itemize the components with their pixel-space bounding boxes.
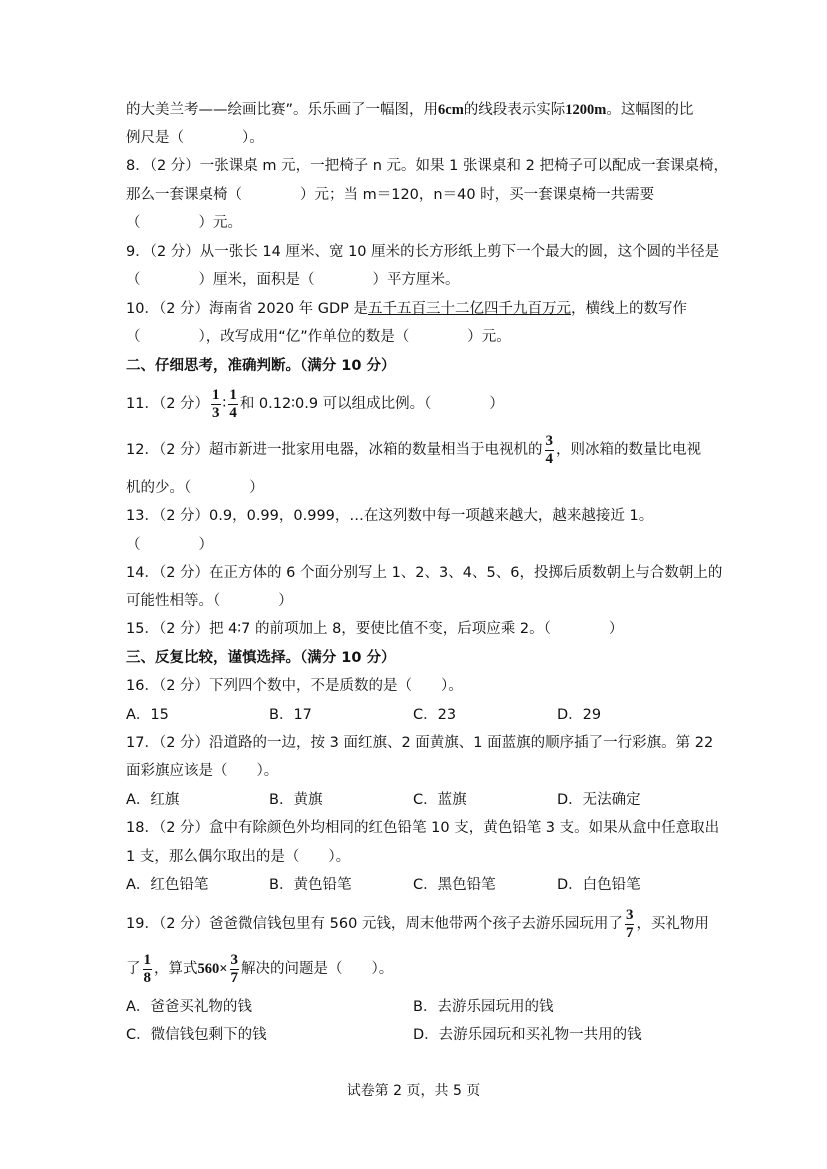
q14-line-2: 可能性相等。（ ） bbox=[126, 593, 293, 609]
q19-option-c[interactable]: C．微信钱包剩下的钱 bbox=[126, 1027, 267, 1043]
q13-line-1: 13．（2 分）0.9，0.99，0.999，…在这列数中每一项越来越大，越来越接近 1。 bbox=[126, 508, 654, 524]
q17-option-b[interactable]: B．黄旗 bbox=[269, 792, 323, 808]
q10-line-1: 10．（2 分）海南省 2020 年 GDP 是五千五百三十二亿四千九百万元，横线上的数写作 bbox=[126, 301, 688, 317]
q8-line-2: 那么一套课桌椅（ ）元；当 m＝120，n＝40 时，买一套课桌椅一共需要 bbox=[126, 187, 655, 203]
section-3-heading: 三、反复比较，谨慎选择。（满分 10 分） bbox=[126, 650, 396, 666]
fraction: $\frac{3}{4}$ bbox=[545, 432, 554, 467]
q7-line-2: 例尺是（ ）。 bbox=[126, 130, 264, 146]
q12-line-1: 12．（2 分）超市新进一批家用电器，冰箱的数量相当于电视机的 $\frac{3}{4}$ ，则冰箱的数量比电视 bbox=[126, 432, 702, 467]
q17-line-1: 17．（2 分）沿道路的一边，按 3 面红旗、2 面黄旗、1 面蓝旗的顺序插了一行彩旗。第 22 bbox=[126, 735, 714, 751]
fraction: $\frac{3}{7}$ bbox=[230, 951, 239, 986]
q16-option-c[interactable]: C．23 bbox=[413, 707, 457, 723]
q19-option-a[interactable]: A．爸爸买礼物的钱 bbox=[126, 999, 252, 1015]
q14-line-1: 14．（2 分）在正方体的 6 个面分别写上 1、2、3、4、5、6，投掷后质数朝上与合数朝上的 bbox=[126, 565, 723, 581]
q19-option-d[interactable]: D．去游乐园玩和买礼物一共用的钱 bbox=[413, 1027, 642, 1043]
section-2-heading: 二、仔细思考，准确判断。（满分 10 分） bbox=[126, 358, 396, 374]
q16-option-a[interactable]: A．15 bbox=[126, 707, 169, 723]
fraction: $\frac{3}{7}$ bbox=[625, 906, 634, 941]
q18-option-b[interactable]: B．黄色铅笔 bbox=[269, 877, 352, 893]
fraction: $\frac{1}{8}$ bbox=[143, 951, 151, 986]
q18-line-2: 1 支，那么偶尔取出的是（ ）。 bbox=[126, 849, 351, 865]
q19-line-1: 19．（2 分）爸爸微信钱包里有 560 元钱，周末他带两个孩子去游乐园玩用了 $\frac{3}{7}$ ，买礼物用 bbox=[126, 906, 709, 941]
q13-line-2: （ ） bbox=[126, 537, 213, 553]
page-footer: 试卷第 2 页，共 5 页 bbox=[346, 1083, 481, 1099]
q18-option-a[interactable]: A．红色铅笔 bbox=[126, 877, 209, 893]
q15-line-1: 15．（2 分）把 4∶7 的前项加上 8，要使比值不变，后项应乘 2。（ ） bbox=[126, 621, 624, 637]
q9-line-2: （ ）厘米，面积是（ ）平方厘米。 bbox=[126, 272, 460, 288]
fraction: $\frac{1}{3}$ bbox=[212, 386, 220, 421]
q16-line-1: 16．（2 分）下列四个数中，不是质数的是（ ）。 bbox=[126, 678, 463, 694]
q17-option-d[interactable]: D．无法确定 bbox=[557, 792, 641, 808]
q10-line-2: （ ），改写成用“亿”作单位的数是（ ）元。 bbox=[126, 329, 511, 345]
q11-line-1: 11．（2 分） $\frac{1}{3}$ ∶ $\frac{1}{4}$ 和 0.12∶0.9 可以组成比例。（ ） bbox=[126, 386, 504, 421]
q18-option-c[interactable]: C．黑色铅笔 bbox=[413, 877, 496, 893]
q12-line-2: 机的少。（ ） bbox=[126, 480, 264, 496]
q8-line-3: （ ）元。 bbox=[126, 215, 242, 231]
q17-option-c[interactable]: C．蓝旗 bbox=[413, 792, 467, 808]
q19-expression: 560× bbox=[197, 961, 228, 977]
q10-underlined-number: 五千五百三十二亿四千九百万元 bbox=[368, 301, 572, 317]
q8-line-1: 8．（2 分）一张课桌 m 元，一把椅子 n 元。如果 1 张课桌和 2 把椅子可以配成一套课桌椅， bbox=[126, 158, 728, 174]
q9-line-1: 9．（2 分）从一张长 14 厘米、宽 10 厘米的长方形纸上剪下一个最大的圆，这个圆的半径是 bbox=[126, 244, 720, 260]
q17-option-a[interactable]: A．红旗 bbox=[126, 792, 180, 808]
fraction: $\frac{1}{4}$ bbox=[229, 386, 237, 421]
q16-option-d[interactable]: D．29 bbox=[557, 707, 602, 723]
q19-line-2: 了 $\frac{1}{8}$ ，算式560× $\frac{3}{7}$ 解决的问题是（ ）。 bbox=[126, 951, 394, 986]
q19-option-b[interactable]: B．去游乐园玩用的钱 bbox=[413, 999, 554, 1015]
q17-line-2: 面彩旗应该是（ ）。 bbox=[126, 763, 279, 779]
q7-line-1: 的大美兰考——绘画比赛”。乐乐画了一幅图，用6cm的线段表示实际1200m。这幅图的比 bbox=[126, 102, 694, 118]
q16-option-b[interactable]: B．17 bbox=[269, 707, 312, 723]
q18-option-d[interactable]: D．白色铅笔 bbox=[557, 877, 641, 893]
q18-line-1: 18．（2 分）盒中有除颜色外均相同的红色铅笔 10 支，黄色铅笔 3 支。如果从盒中任意取出 bbox=[126, 820, 720, 836]
